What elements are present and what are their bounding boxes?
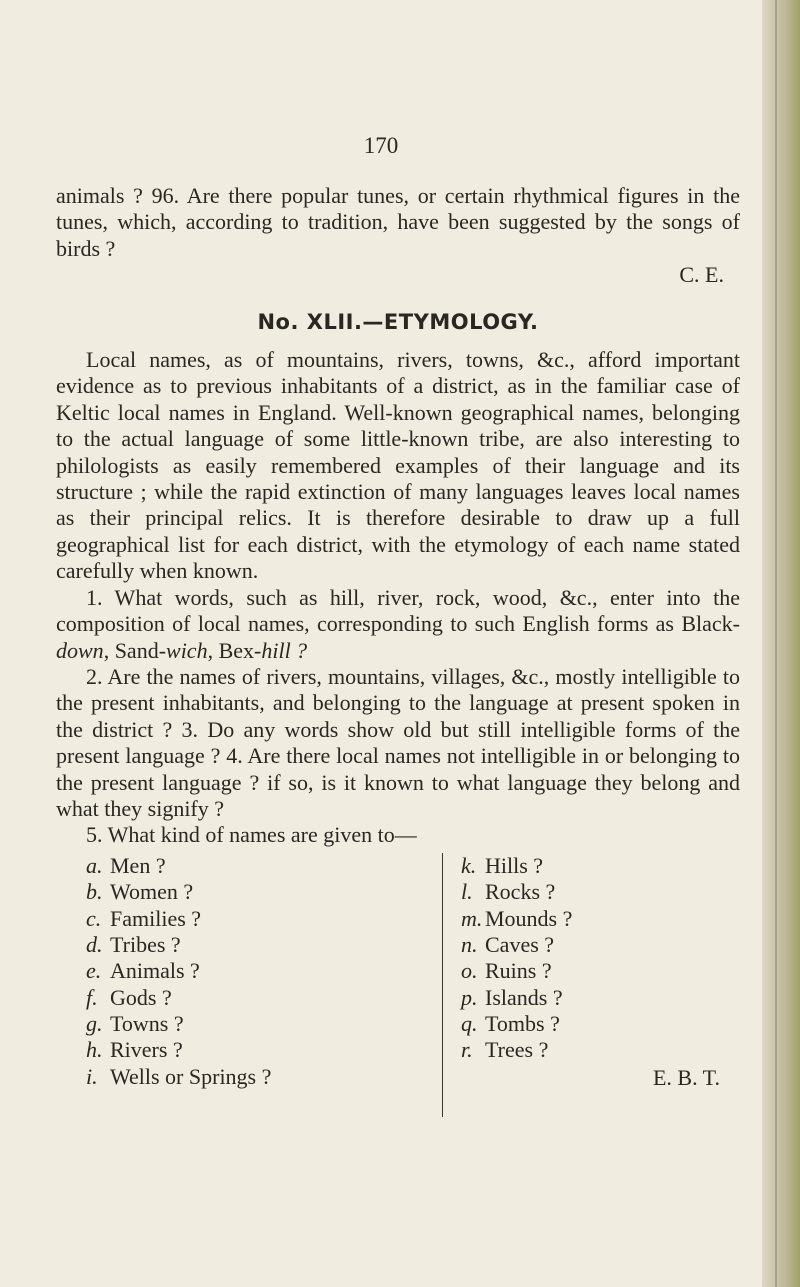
- list-item: [461, 1037, 661, 1063]
- list-label: Wells or Springs ?: [110, 1063, 272, 1089]
- example-bex-suffix: hill ?: [261, 637, 308, 663]
- list-letter: h.: [86, 1037, 103, 1063]
- list-letter: r.: [461, 1037, 473, 1063]
- names-list-right: [442, 853, 661, 1117]
- example-sand-suffix: wich: [166, 637, 208, 663]
- example-separator: ,: [207, 637, 219, 663]
- list-label: Tombs ?: [485, 1011, 560, 1037]
- list-letter: e.: [86, 958, 102, 984]
- question-1: [56, 585, 740, 664]
- question-1-lead: 1. What words, such as hill, river, rock, wood, &c., enter into the composition of local names, corresponding to such English forms as: [56, 584, 740, 637]
- list-letter: k.: [461, 852, 477, 878]
- list-label: Islands ?: [485, 984, 563, 1010]
- list-item: [86, 932, 406, 958]
- list-label: Caves ?: [485, 931, 555, 957]
- example-bex: Bex-: [218, 637, 262, 663]
- list-item: [86, 1064, 406, 1090]
- names-list-left: [86, 853, 406, 1091]
- list-item: [461, 1011, 661, 1037]
- list-letter: m.: [461, 905, 483, 931]
- list-item: [461, 932, 661, 958]
- list-label: Towns ?: [110, 1011, 184, 1037]
- list-item: [461, 906, 661, 932]
- page-number: 170: [363, 133, 399, 158]
- list-item: [86, 1011, 406, 1037]
- example-black-suffix: down: [56, 637, 104, 663]
- list-label: Rivers ?: [110, 1037, 183, 1063]
- names-list: [56, 853, 740, 1093]
- list-label: Families ?: [110, 905, 202, 931]
- list-letter: b.: [86, 879, 103, 905]
- list-label: Gods ?: [110, 984, 172, 1010]
- list-letter: n.: [461, 931, 478, 957]
- list-label: Trees ?: [485, 1037, 549, 1063]
- example-sand: Sand-: [114, 637, 167, 663]
- list-item: [86, 906, 406, 932]
- list-letter: a.: [86, 852, 103, 878]
- page-edge: [762, 0, 800, 1287]
- list-label: Women ?: [110, 879, 194, 905]
- list-label: Ruins ?: [485, 958, 552, 984]
- list-letter: o.: [461, 958, 478, 984]
- list-item: [461, 853, 661, 879]
- list-item: [86, 958, 406, 984]
- list-item: [86, 879, 406, 905]
- list-letter: i.: [86, 1063, 98, 1089]
- final-signature: E. B. T.: [652, 1064, 720, 1090]
- list-item: [461, 958, 661, 984]
- list-letter: f.: [86, 984, 98, 1010]
- list-letter: p.: [461, 984, 478, 1010]
- list-label: Mounds ?: [485, 905, 573, 931]
- section-title: No. XLII.—ETYMOLOGY.: [257, 309, 539, 334]
- paragraph-local-names: Local names, as of mountains, rivers, towns, &c., afford important evidence as to previous inhabitants of a district, as in the familiar case of Keltic local names in England. Well-known geographical names, belonging to the actual language of some little-known tribe, are also interesting to philologists as easily remembered examples of their language and its structure ; while the rapid extinction of many languages leaves local names as their principal relics. It is therefore desirable to draw up a full geographical list for each district, with the etymology of each name stated carefully when known.: [56, 347, 740, 584]
- list-letter: g.: [86, 1011, 103, 1037]
- list-label: Animals ?: [110, 958, 200, 984]
- list-letter: d.: [86, 931, 103, 957]
- list-letter: q.: [461, 1011, 478, 1037]
- question-5-lead: 5. What kind of names are given to—: [86, 822, 417, 848]
- list-letter: c.: [86, 905, 102, 931]
- intro-signature: C. E.: [679, 262, 724, 288]
- list-item: [461, 985, 661, 1011]
- example-separator: ,: [103, 637, 115, 663]
- list-item: [86, 985, 406, 1011]
- list-item: [461, 879, 661, 905]
- list-label: Rocks ?: [485, 879, 556, 905]
- list-label: Tribes ?: [110, 931, 181, 957]
- questions-2-4: 2. Are the names of rivers, mountains, villages, &c., mostly intelligible to the present inhabitants, and belonging to the language at present spoken in the district ? 3. Do any words show old but still intelligible forms of the present language ? 4. Are there local names not intelligible in or belonging to the present language ? if so, is it known to what language they belong and what they signify ?: [56, 663, 740, 821]
- list-label: Hills ?: [485, 852, 544, 878]
- intro-text: animals ? 96. Are there popular tunes, or certain rhythmical figures in the tunes, which, according to tradition, have been suggested by the songs of birds ?: [56, 183, 740, 261]
- page-body: [56, 183, 740, 1093]
- list-item: [86, 853, 406, 879]
- list-letter: l.: [461, 879, 473, 905]
- page-edge-line: [775, 0, 777, 1287]
- list-label: Men ?: [110, 852, 166, 878]
- example-black: Black-: [681, 611, 740, 637]
- list-item: [86, 1037, 406, 1063]
